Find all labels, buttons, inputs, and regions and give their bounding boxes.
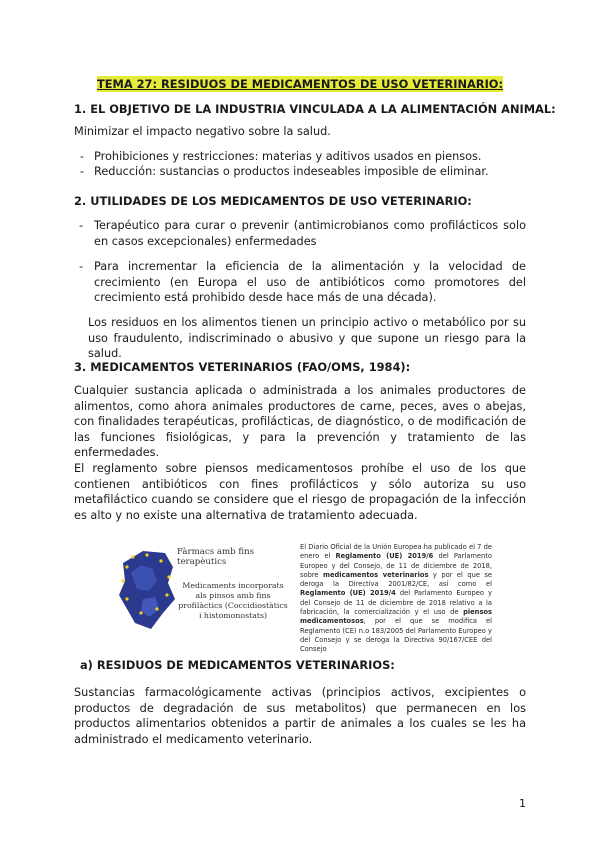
list-item (74, 218, 526, 249)
dash-marker: - (79, 219, 84, 232)
list-item (74, 259, 526, 306)
section-1-heading: 1. EL OBJETIVO DE LA INDUSTRIA VINCULADA A LA ALIMENTACIÓN ANIMAL: (74, 102, 556, 116)
page-number: 1 (519, 797, 526, 810)
section-3-heading: 3. MEDICAMENTOS VETERINARIOS (FAO/OMS, 1984): (74, 360, 411, 374)
dash-marker: - (79, 260, 84, 273)
dash-marker: - (80, 165, 85, 178)
section-1-intro: Minimizar el impacto negativo sobre la salud. (74, 125, 331, 138)
section-a-paragraph: Sustancias farmacológicamente activas (principios activos, excipientes o productos de degradación de sus metabolitos) que permanecen en los productos alimentarios obtenidos a partir de animales a los cuales se les ha administrado el medicamento veterinario. (74, 686, 526, 746)
list-item-text: Terapéutico para curar o prevenir (antimicrobianos como profilácticos solo en casos excepcionales) enfermedades (94, 219, 526, 248)
dash-marker: - (80, 150, 85, 163)
section-a-heading: a) RESIDUOS DE MEDICAMENTOS VETERINARIOS: (80, 658, 395, 672)
page-title: TEMA 27: RESIDUOS DE MEDICAMENTOS DE USO VETERINARIO: (96, 77, 504, 91)
section-3-paragraph-2: El reglamento sobre piensos medicamentosos prohíbe el uso de los que contienen antibióticos con fines profilácticos y sólo autoriza su uso metafiláctico cuando se considere que el riesgo de propagación de la infección es alto y no existe una alternativa de tratamiento adecuada. (74, 462, 526, 522)
section-3-paragraph-1: Cualquier sustancia aplicada o administrada a los animales productores de alimentos, como ahora animales productores de carne, peces, aves o abejas, con finalidades terapéuticas, profilácticas, de diagnóstico, o de modificación de las funciones fisiológicas, y para la prevención y tratamiento de las enfermedades. (74, 384, 526, 460)
figure-subtitle: Medicaments incorporats als pinsos amb fins profilàctics (Coccidiostàtics i histomonostats) (178, 581, 288, 620)
figure-caption: El Diario Oficial de la Unión Europea ha publicado el 7 de enero el Reglamento (UE) 2019/6 del Parlamento Europeo y del Consejo, de 11 de diciembre de 2018, sobre medicamentos veterinarios y por el que se deroga la Directiva 2001/82/CE, así como el Reglamento (UE) 2019/4 del Parlamento Europeo y del Consejo de 11 de diciembre de 2018 relativo a la fabricación, la comercialización y el uso de piensos medicamentosos, por el que se modifica el Reglamento (CE) n.o 183/2005 del Parlamento Europeo y del Consejo y se deroga la Directiva 90/167/CEE del Consejo (300, 543, 493, 654)
list-item: Prohibiciones y restricciones: materias y aditivos usados en piensos. (94, 150, 482, 163)
section-2-note: Los residuos en los alimentos tienen un principio activo o metabólico por su uso fraudulento, indiscriminado o abusivo y que supone un riesgo para la salud. (88, 316, 526, 361)
list-item-text: Para incrementar la eficiencia de la alimentación y la velocidad de crecimiento (en Europa el uso de antibióticos como promotores del crecimiento está prohibido desde hace más de una década). (94, 260, 526, 305)
section-2-heading: 2. UTILIDADES DE LOS MEDICAMENTOS DE USO VETERINARIO: (74, 194, 472, 208)
eu-map-figure (113, 543, 289, 635)
figure-title: Fàrmacs amb fins terapèutics (177, 547, 255, 567)
list-item: Reducción: sustancias o productos indeseables imposible de eliminar. (94, 165, 489, 178)
